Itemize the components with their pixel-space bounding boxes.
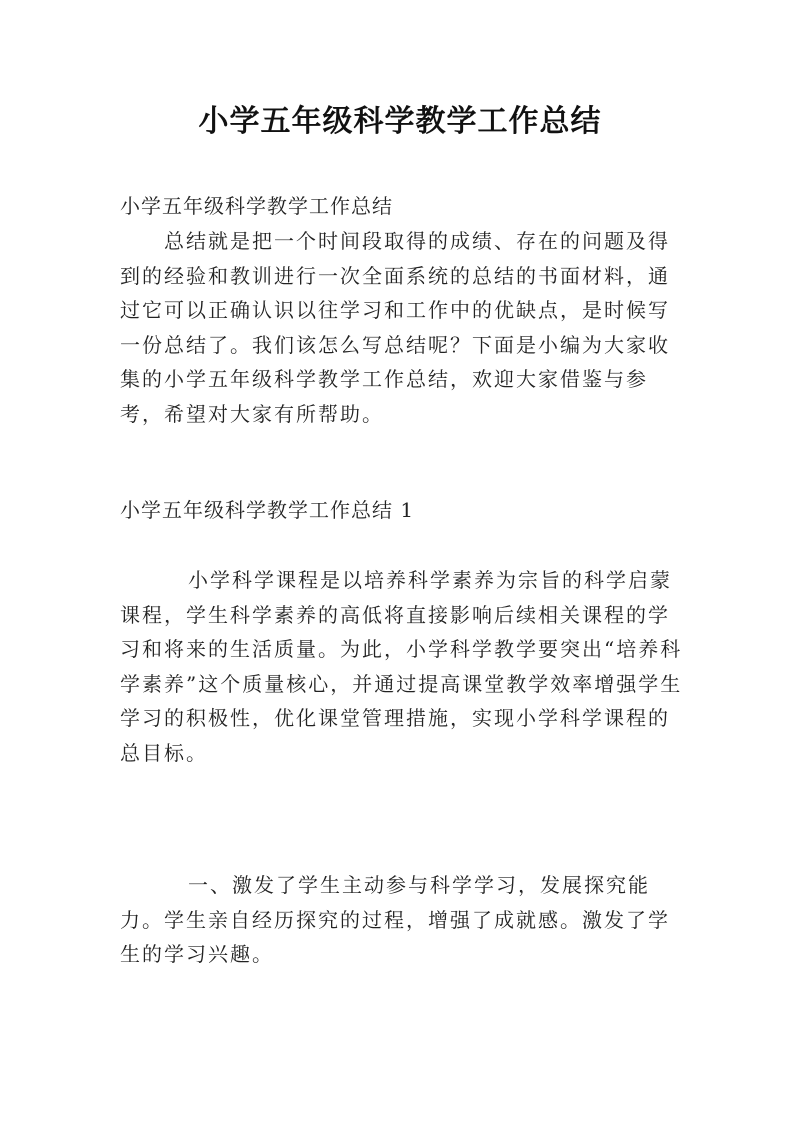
section-heading-1: 小学五年级科学教学工作总结 1	[120, 498, 415, 522]
section-heading: 小学五年级科学教学工作总结	[120, 194, 393, 218]
body-paragraph-2: 一、激发了学生主动参与科学学习，发展探究能力。学生亲自经历探究的过程，增强了成就感。激发了学生的学习兴趣。	[120, 873, 670, 966]
body-paragraph-1: 小学科学课程是以培养科学素养为宗旨的科学启蒙课程，学生科学素养的高低将直接影响后续相关课程的学习和将来的生活质量。为此，小学科学教学要突出“培养科学素养”这个质量核心，并通过提高课堂教学效率增强学生学习的积极性，优化课堂管理措施，实现小学科学课程的总目标。	[120, 568, 683, 765]
document-title: 小学五年级科学教学工作总结	[198, 104, 602, 139]
intro-paragraph: 总结就是把一个时间段取得的成绩、存在的问题及得到的经验和教训进行一次全面系统的总结的书面材料，通过它可以正确认识以往学习和工作中的优缺点，是时候写一份总结了。我们该怎么写总结呢？下面是小编为大家收集的小学五年级科学教学工作总结，欢迎大家借鉴与参考，希望对大家有所帮助。	[120, 229, 670, 426]
